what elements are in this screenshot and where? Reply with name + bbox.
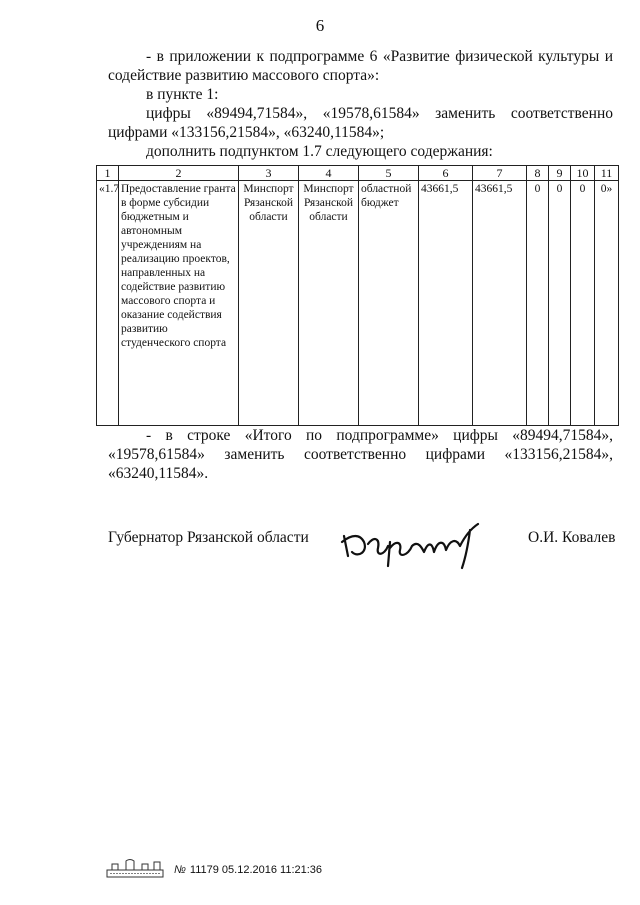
- table-header-cell: 7: [473, 166, 527, 181]
- cell-administrator: Минспорт Рязанской области: [299, 181, 359, 426]
- table-header-cell: 3: [239, 166, 299, 181]
- registration-details: 11179 05.12.2016 11:21:36: [189, 864, 323, 876]
- cell-funding-source: областной бюджет: [359, 181, 419, 426]
- paragraph-total-replace: - в строке «Итого по подпрограмме» цифры «89494,71584», «19578,61584» заменить соответственно цифрами «133156,21584», «63240,11584».: [108, 427, 613, 482]
- paragraph-appendix: - в приложении к подпрограмме 6 «Развитие физической культуры и содействие развитию массового спорта»:: [108, 48, 613, 84]
- cell-description: Предоставление гранта в форме субсидии бюджетным и автономным учреждениям на реализацию проектов, направленных на содействие развитию массового спорта и оказание содействия развитию студенческого спорта: [119, 181, 239, 426]
- table-header-cell: 8: [527, 166, 549, 181]
- cell-total: 43661,5: [419, 181, 473, 426]
- table-header-cell: 2: [119, 166, 239, 181]
- cell-year-amount: 43661,5: [473, 181, 527, 426]
- amendment-table: [96, 165, 619, 426]
- table-header-cell: 10: [571, 166, 595, 181]
- table-header-cell: 6: [419, 166, 473, 181]
- number-sign: №: [174, 864, 186, 876]
- table-header-cell: 11: [595, 166, 619, 181]
- signatory-name: О.И. Ковалев: [528, 529, 616, 546]
- cell-year-amount: 0: [571, 181, 595, 426]
- amendment-total: [108, 426, 613, 483]
- table-header-row: [97, 166, 619, 181]
- amendment-intro: [108, 47, 613, 161]
- table-header-cell: 5: [359, 166, 419, 181]
- page-number: 6: [315, 16, 325, 35]
- handwritten-signature: [338, 512, 488, 570]
- cell-year-amount: 0»: [595, 181, 619, 426]
- cell-year-amount: 0: [549, 181, 571, 426]
- table-row: [97, 181, 619, 426]
- cell-item-number: «1.7: [97, 181, 119, 426]
- table-header-cell: 4: [299, 166, 359, 181]
- registry-logo-icon: [106, 858, 164, 878]
- table-header-cell: 1: [97, 166, 119, 181]
- paragraph-replace-line2: цифрами «133156,21584», «63240,11584»;: [108, 124, 385, 141]
- paragraph-item: в пункте 1:: [146, 86, 219, 103]
- cell-executor: Минспорт Рязанской области: [239, 181, 299, 426]
- table-header-cell: 9: [549, 166, 571, 181]
- registration-stamp: [174, 864, 322, 876]
- paragraph-replace-line1: цифры «89494,71584», «19578,61584» заменить соответственно: [146, 105, 613, 122]
- paragraph-add-subitem: дополнить подпунктом 1.7 следующего содержания:: [146, 143, 493, 160]
- signatory-title: Губернатор Рязанской области: [108, 529, 309, 546]
- cell-year-amount: 0: [527, 181, 549, 426]
